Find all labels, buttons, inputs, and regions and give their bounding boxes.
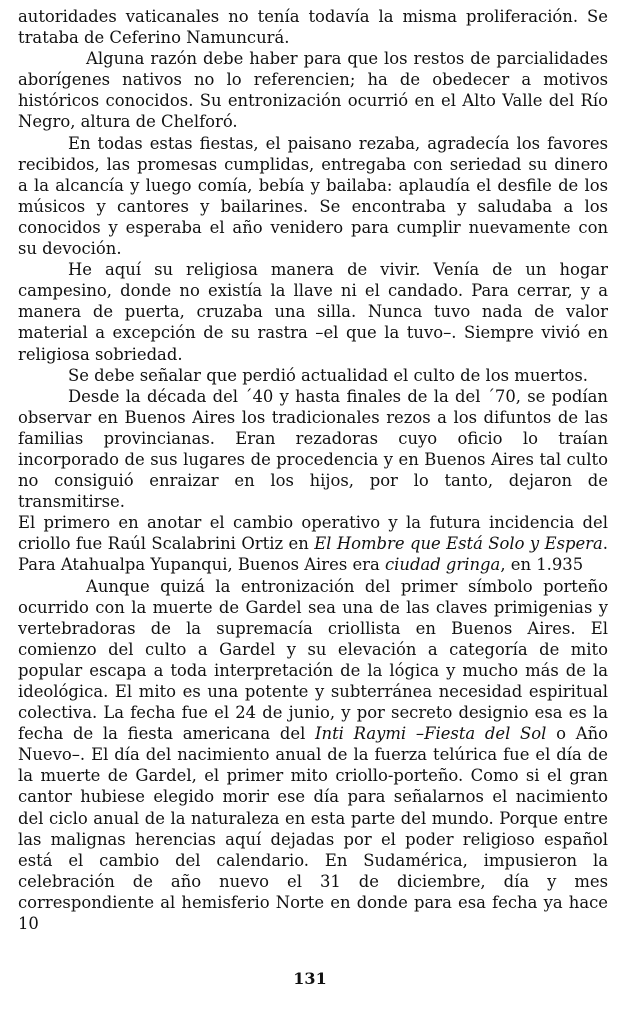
- ciudad-gringa-italic: ciudad gringa: [384, 555, 501, 575]
- paragraph-6: Desde la década del ´40 y hasta finales de la del ´70, se podían observar en Buenos Aires los tradicionales rezos a los difuntos de las familias provincianas. Eran rezadoras cuyo oficio lo traían incorporado de sus lugares de procedencia y en Buenos Aires tal culto no consiguió enraizar en los hijos, por lo tanto, dejaron de transmitirse.: [18, 386, 608, 512]
- paragraph-7: [18, 512, 608, 575]
- document-page: [18, 6, 608, 934]
- paragraph-5: Se debe señalar que perdió actualidad el culto de los muertos.: [68, 365, 588, 385]
- paragraph-7-text-c: , en 1.935: [500, 555, 584, 575]
- paragraph-8-text-a: Aunque quizá la entronización del primer símbolo porteño ocurrido con la muerte de Gardel sea una de las claves primigenias y vertebradoras de la supremacía criollista en Buenos Aires. El comienzo del culto a Gardel y su elevación a categoría de mito popular escapa a toda interpretación de la lógica y mucho más de la ideológica. El mito es una potente y subterránea necesidad espiritual colectiva. La fecha fue el 24 de junio, y por secreto designio esa es la fecha de la fiesta americana del: [18, 576, 608, 744]
- paragraph-8-text-b: o Año Nuevo–. El día del nacimiento anual de la fuerza telúrica fue el día de la muerte de Gardel, el primer mito criollo-porteño. Como si el gran cantor hubiese elegido morir ese día para señalarnos el nacimiento del ciclo anual de la naturaleza en esta parte del mundo. Porque entre las malignas herencias aquí dejadas por el poder religioso español está el cambio del calendario. En Sudamérica, impusieron la celebración de año nuevo el 31 de diciembre, día y mes correspondiente al hemisferio Norte en donde para esa fecha ya hace 10: [18, 724, 608, 934]
- paragraph-1: autoridades vaticanales no tenía todavía la misma proliferación. Se trataba de Ceferino Namuncurá.: [18, 7, 608, 48]
- paragraph-7-text-a: El primero en anotar el cambio operativo y la futura incidencia del criollo fue Raúl Scalabrini Ortiz en: [18, 513, 608, 554]
- paragraph-8: [18, 576, 608, 935]
- paragraph-3: En todas estas fiestas, el paisano rezaba, agradecía los favores recibidos, las promesas cumplidas, entregaba con seriedad su dinero a la alcancía y luego comía, bebía y bailaba: aplaudía el desfile de los músicos y cantores y bailarines. Se encontraba y saludaba a los conocidos y esperaba el año venidero para cumplir nuevamente con su devoción.: [18, 133, 608, 259]
- paragraph-7-text-b: . Para Atahualpa Yupanqui, Buenos Aires era: [18, 534, 609, 575]
- page-number: 131: [293, 969, 327, 988]
- paragraph-4: He aquí su religiosa manera de vivir. Venía de un hogar campesino, donde no existía la llave ni el candado. Para cerrar, y a manera de puerta, cruzaba una silla. Nunca tuvo nada de valor material a excepción de su rastra –el que la tuvo–. Siempre vivió en religiosa sobriedad.: [18, 260, 608, 364]
- book-title-italic: El Hombre que Está Solo y Espera: [314, 534, 603, 554]
- inti-raymi-italic: Inti Raymi –Fiesta del Sol: [315, 724, 547, 744]
- paragraph-2: Alguna razón debe haber para que los restos de parcialidades aborígenes nativos no lo referencien; ha de obedecer a motivos históricos conocidos. Su entronización ocurrió en el Alto Valle del Río Negro, altura de Chelforó.: [18, 49, 608, 132]
